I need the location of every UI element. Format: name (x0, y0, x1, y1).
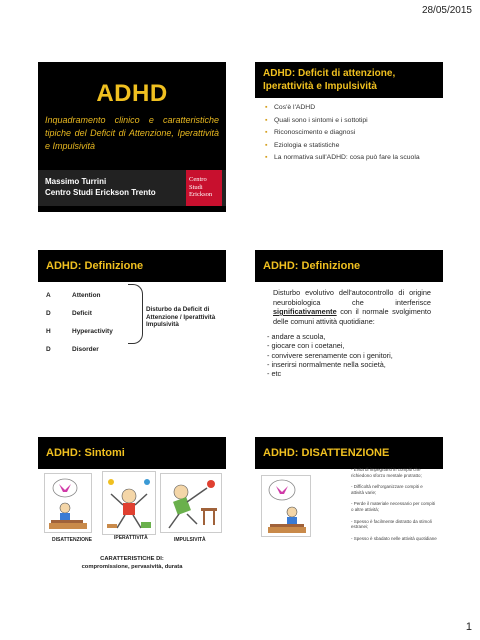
definition-text: con il normale svolgimento delle comuni attività quotidiane: (273, 307, 432, 326)
definition-text: Disturbo evolutivo dell'autocontrollo di origine neurobiologica che interferisce (273, 288, 431, 307)
page-number: 1 (465, 621, 472, 633)
slide-agenda (255, 62, 443, 212)
acronym-word: Deficit (72, 309, 92, 317)
characteristics-text (38, 555, 226, 571)
definition-paragraph (273, 288, 431, 326)
inattention-item: - Difficoltà nell'organizzare compiti e attività varie; (351, 484, 423, 495)
agenda-list (265, 104, 437, 167)
agenda-item: ▪ Riconoscimento e diagnosi (265, 129, 437, 138)
activity-item: - convivere serenamente con i genitori, (267, 350, 393, 360)
slide-title (38, 62, 226, 212)
logo-line: Studi (189, 183, 203, 191)
acronym-meaning: Disturbo da Deficit di Attenzione / Iperattività Impulsività (146, 306, 216, 328)
acronym-letter: D (46, 345, 51, 353)
inattention-item: - Spesso è sbadato nelle attività quotidiane (351, 535, 437, 541)
logo-line: Centro (189, 176, 207, 183)
caption-impulsivity: IMPULSIVITÀ (174, 537, 206, 543)
erickson-logo (186, 170, 222, 206)
inattention-cartoon-image (44, 473, 92, 533)
acronym-letter: H (46, 327, 51, 335)
acronym-word: Hyperactivity (72, 327, 113, 335)
characteristics-heading: CARATTERISTICHE DI: (100, 556, 164, 562)
acronym-letter: D (46, 309, 51, 317)
impulsivity-cartoon-image (160, 473, 222, 533)
agenda-item: ▪ La normativa sull'ADHD: cosa può fare la scuola (265, 154, 437, 163)
characteristics-list: compromissione, pervasività, durata (81, 564, 183, 570)
slide-symptoms (38, 437, 226, 587)
activity-item: - andare a scuola, (267, 332, 326, 341)
author-block (45, 176, 156, 198)
caption-hyperactivity: IPERATTIVITÀ (114, 535, 148, 541)
slide-header: ADHD: Deficit di attenzione, Iperattività e Impulsività (255, 62, 443, 98)
author-bar (38, 170, 226, 206)
slide-title-heading: ADHD (96, 80, 168, 107)
logo-line: Erickson (189, 191, 213, 198)
activity-item: - giocare con i coetanei, (267, 341, 345, 351)
activity-item: - etc (267, 369, 282, 379)
acronym-letter: A (46, 291, 51, 299)
acronym-word: Attention (72, 291, 101, 299)
inattention-item: - Evita di impegnarsi in compiti che richiedono sforzo mentale protratto; (351, 467, 422, 478)
slide-inattention (255, 437, 443, 587)
slide-title-subtitle: Inquadramento clinico e caratteristiche tipiche del Deficit di Attenzione, Iperattività e Impulsività (45, 115, 219, 151)
inattention-item: - Spesso è facilmente distratto da stimoli estranei; (351, 518, 432, 530)
acronym-row (46, 340, 156, 358)
author-name: Massimo Turrini (45, 177, 107, 186)
caption-inattention: DISATTENZIONE (52, 537, 92, 543)
brace-icon (128, 284, 143, 344)
header-date: 28/05/2015 (421, 5, 472, 16)
slide-header: ADHD: Definizione (38, 250, 226, 282)
slide-header: ADHD: Sintomi (38, 437, 226, 469)
acronym-word: Disorder (72, 345, 99, 353)
activity-list (267, 332, 393, 378)
slide-definition-acronym (38, 250, 226, 400)
definition-highlight: significativamente (273, 307, 337, 316)
agenda-item: ▪ Quali sono i sintomi e i sottotipi (265, 117, 437, 126)
activity-item: - inserirsi normalmente nella società, (267, 359, 386, 369)
hyperactivity-cartoon-image (102, 471, 156, 535)
slide-header: ADHD: Definizione (255, 250, 443, 282)
inattention-cartoon-image (261, 475, 311, 537)
agenda-item: ▪ Cos'è l'ADHD (265, 104, 437, 113)
inattention-item: - Perde il materiale necessario per compiti o altre attività; (351, 501, 436, 512)
author-org: Centro Studi Erickson Trento (45, 188, 156, 197)
slide-definition-text (255, 250, 443, 400)
agenda-item: ▪ Eziologia e statistiche (265, 142, 437, 151)
inattention-list (351, 467, 437, 547)
slide-header: ADHD: DISATTENZIONE (255, 437, 443, 469)
